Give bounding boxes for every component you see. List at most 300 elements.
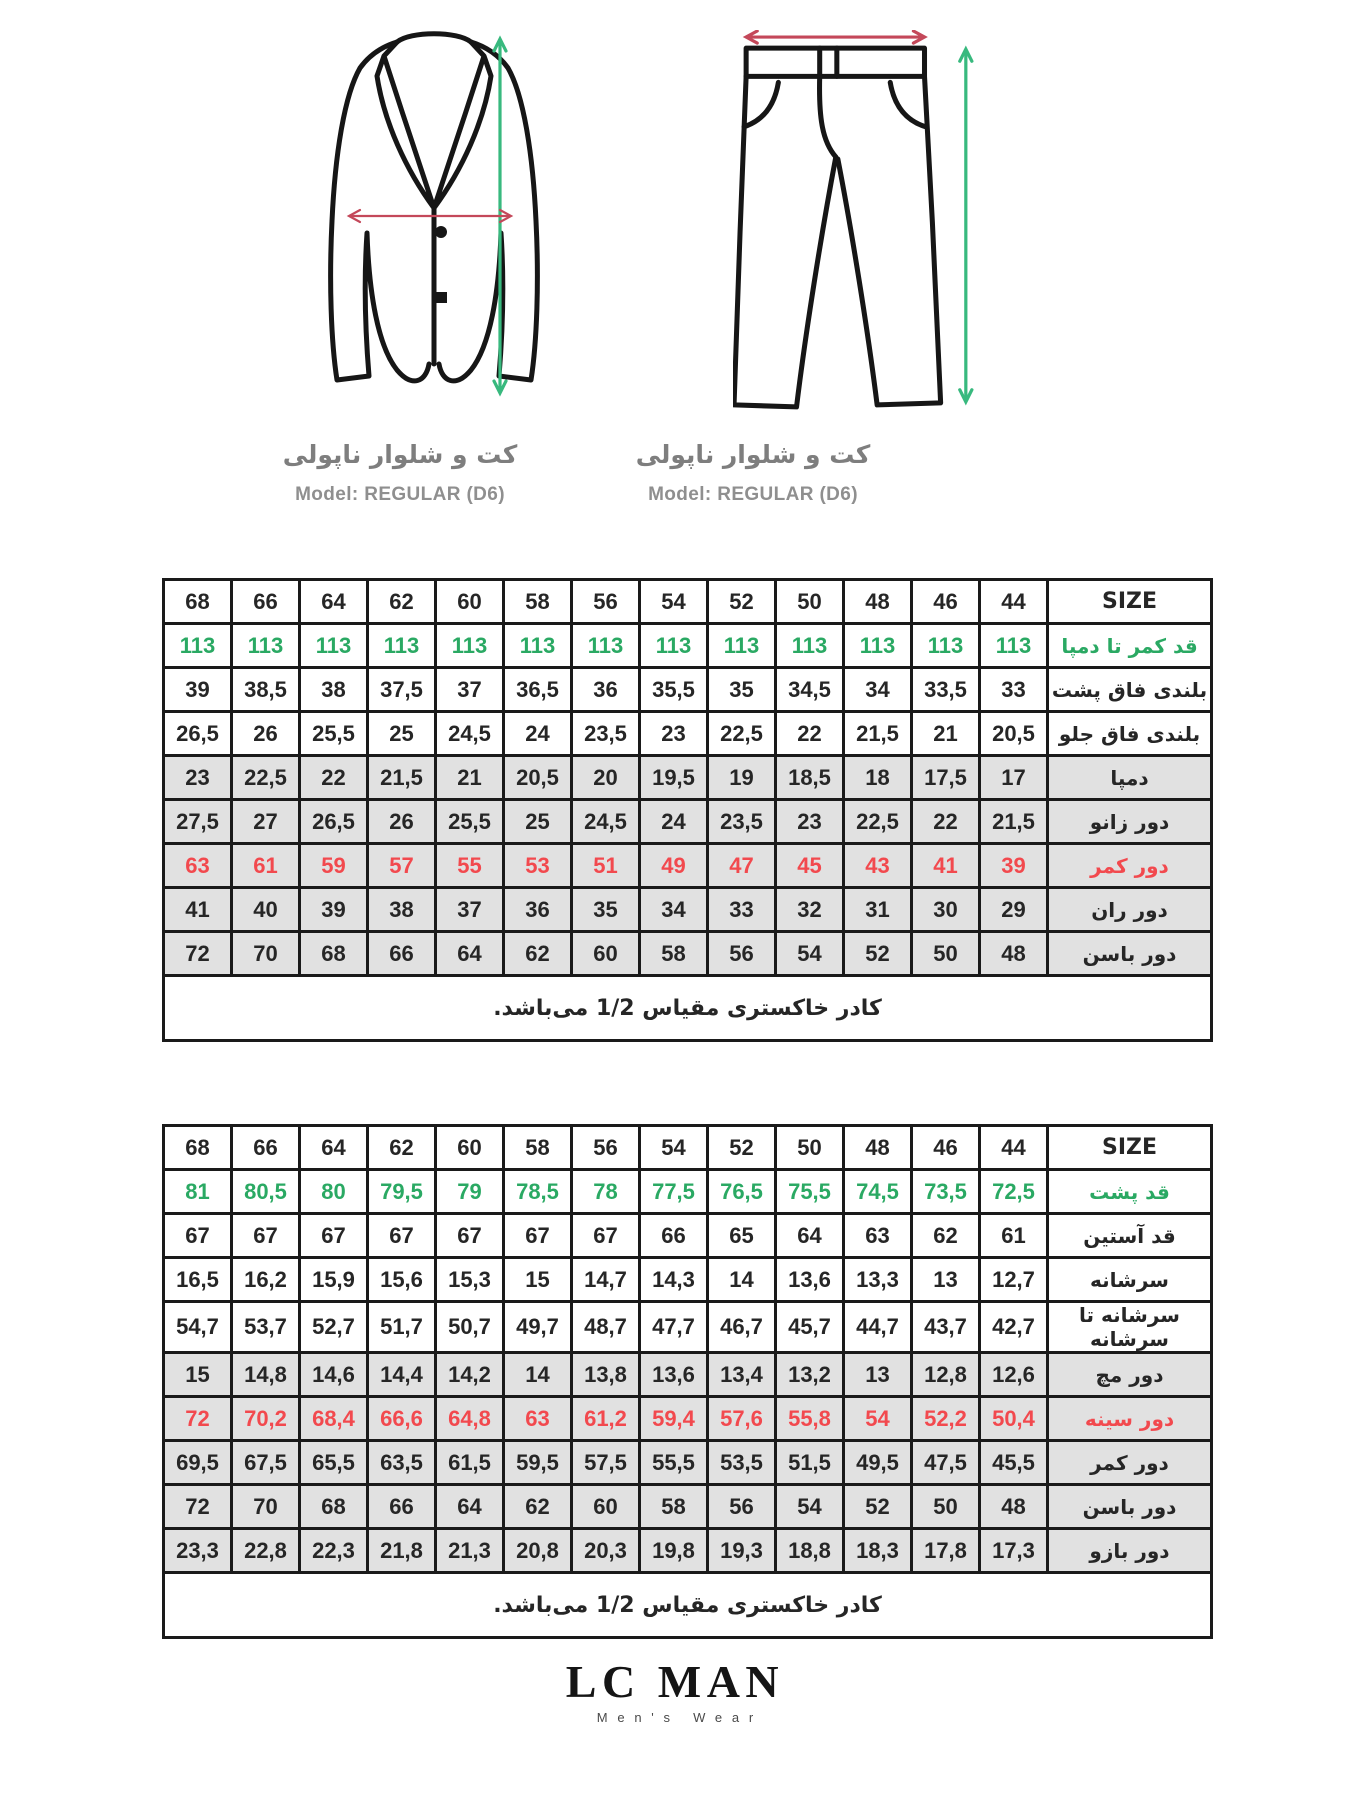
value-cell: 67 (232, 1214, 300, 1258)
value-cell: 53 (504, 844, 572, 888)
value-cell: 33,5 (912, 668, 980, 712)
size-header-cell: 66 (232, 1126, 300, 1170)
value-cell: 13,6 (640, 1353, 708, 1397)
size-header-cell: 50 (776, 580, 844, 624)
value-cell: 25 (504, 800, 572, 844)
value-cell: 50 (912, 1485, 980, 1529)
value-cell: 34 (640, 888, 708, 932)
measurement-row (164, 624, 1212, 668)
value-cell: 63 (504, 1397, 572, 1441)
value-cell: 35 (572, 888, 640, 932)
value-cell: 80 (300, 1170, 368, 1214)
jacket-outline (331, 34, 538, 381)
value-cell: 22 (776, 712, 844, 756)
value-cell: 67 (504, 1214, 572, 1258)
value-cell: 19,3 (708, 1529, 776, 1573)
value-cell: 37,5 (368, 668, 436, 712)
row-label: دور کمر (1048, 1441, 1212, 1485)
value-cell: 18 (844, 756, 912, 800)
value-cell: 49 (640, 844, 708, 888)
value-cell: 57,6 (708, 1397, 776, 1441)
value-cell: 63 (844, 1214, 912, 1258)
value-cell: 38 (300, 668, 368, 712)
value-cell: 66,6 (368, 1397, 436, 1441)
value-cell: 53,5 (708, 1441, 776, 1485)
measurement-row (164, 1214, 1212, 1258)
measurement-row (164, 800, 1212, 844)
value-cell: 81 (164, 1170, 232, 1214)
value-cell: 23 (776, 800, 844, 844)
value-cell: 78 (572, 1170, 640, 1214)
brand-title: LC MAN (565, 1656, 785, 1707)
value-cell: 64,8 (436, 1397, 504, 1441)
value-cell: 14,4 (368, 1353, 436, 1397)
value-cell: 32 (776, 888, 844, 932)
value-cell: 52 (844, 932, 912, 976)
value-cell: 14 (708, 1258, 776, 1302)
value-cell: 15 (164, 1353, 232, 1397)
size-header-cell: 58 (504, 580, 572, 624)
value-cell: 22 (912, 800, 980, 844)
value-cell: 22,5 (708, 712, 776, 756)
value-cell: 49,7 (504, 1302, 572, 1353)
value-cell: 17 (980, 756, 1048, 800)
value-cell: 67,5 (232, 1441, 300, 1485)
value-cell: 64 (436, 1485, 504, 1529)
value-cell: 67 (368, 1214, 436, 1258)
value-cell: 12,6 (980, 1353, 1048, 1397)
value-cell: 29 (980, 888, 1048, 932)
value-cell: 64 (776, 1214, 844, 1258)
pants-size-table (162, 578, 1213, 1042)
size-header-row (164, 580, 1212, 624)
value-cell: 113 (572, 624, 640, 668)
value-cell: 51,7 (368, 1302, 436, 1353)
value-cell: 15,3 (436, 1258, 504, 1302)
size-header-cell: 54 (640, 580, 708, 624)
value-cell: 24,5 (436, 712, 504, 756)
value-cell: 68 (300, 1485, 368, 1529)
value-cell: 30 (912, 888, 980, 932)
pants-caption: کت و شلوار ناپولی (635, 440, 871, 469)
value-cell: 21,5 (980, 800, 1048, 844)
pants-size-table-container (162, 578, 1213, 1042)
value-cell: 59,5 (504, 1441, 572, 1485)
value-cell: 65 (708, 1214, 776, 1258)
value-cell: 72 (164, 1485, 232, 1529)
value-cell: 62 (504, 932, 572, 976)
brand-subtitle: Men's Wear (596, 1710, 763, 1725)
row-label: دور باسن (1048, 932, 1212, 976)
value-cell: 113 (300, 624, 368, 668)
size-header-cell: 64 (300, 580, 368, 624)
value-cell: 13,3 (844, 1258, 912, 1302)
size-label-cell: SIZE (1048, 1126, 1212, 1170)
value-cell: 26 (232, 712, 300, 756)
pants-model-label: Model: REGULAR (D6) (648, 484, 858, 505)
value-cell: 70,2 (232, 1397, 300, 1441)
size-header-cell: 68 (164, 1126, 232, 1170)
pants-waist-arrow (746, 31, 924, 43)
value-cell: 67 (164, 1214, 232, 1258)
value-cell: 36,5 (504, 668, 572, 712)
value-cell: 20,3 (572, 1529, 640, 1573)
value-cell: 23,5 (572, 712, 640, 756)
value-cell: 60 (572, 932, 640, 976)
size-header-cell: 60 (436, 1126, 504, 1170)
value-cell: 12,8 (912, 1353, 980, 1397)
value-cell: 14,8 (232, 1353, 300, 1397)
jacket-size-table (162, 1124, 1213, 1639)
value-cell: 19,5 (640, 756, 708, 800)
value-cell: 16,2 (232, 1258, 300, 1302)
value-cell: 24,5 (572, 800, 640, 844)
measurement-row (164, 844, 1212, 888)
value-cell: 53,7 (232, 1302, 300, 1353)
value-cell: 52,7 (300, 1302, 368, 1353)
value-cell: 37 (436, 888, 504, 932)
value-cell: 13,4 (708, 1353, 776, 1397)
row-label: قد آستین (1048, 1214, 1212, 1258)
row-label: دور باسن (1048, 1485, 1212, 1529)
value-cell: 43,7 (912, 1302, 980, 1353)
measurement-row (164, 712, 1212, 756)
value-cell: 59 (300, 844, 368, 888)
row-label: سرشانه تا سرشانه (1048, 1302, 1212, 1353)
size-header-cell: 52 (708, 580, 776, 624)
value-cell: 113 (368, 624, 436, 668)
value-cell: 20,5 (504, 756, 572, 800)
value-cell: 20,8 (504, 1529, 572, 1573)
jacket-caption: کت و شلوار ناپولی (282, 440, 518, 469)
value-cell: 17,8 (912, 1529, 980, 1573)
value-cell: 41 (912, 844, 980, 888)
value-cell: 43 (844, 844, 912, 888)
size-header-cell: 44 (980, 1126, 1048, 1170)
row-label: قد پشت (1048, 1170, 1212, 1214)
value-cell: 68 (300, 932, 368, 976)
value-cell: 72 (164, 932, 232, 976)
size-header-cell: 64 (300, 1126, 368, 1170)
value-cell: 15 (504, 1258, 572, 1302)
measurement-row (164, 1397, 1212, 1441)
value-cell: 18,8 (776, 1529, 844, 1573)
value-cell: 18,5 (776, 756, 844, 800)
value-cell: 65,5 (300, 1441, 368, 1485)
value-cell: 113 (776, 624, 844, 668)
measurement-row (164, 1441, 1212, 1485)
value-cell: 34,5 (776, 668, 844, 712)
value-cell: 27 (232, 800, 300, 844)
value-cell: 48,7 (572, 1302, 640, 1353)
row-label: دور کمر (1048, 844, 1212, 888)
size-header-cell: 46 (912, 1126, 980, 1170)
value-cell: 66 (368, 1485, 436, 1529)
row-label: دمپا (1048, 756, 1212, 800)
size-header-cell: 62 (368, 580, 436, 624)
row-label: قد کمر تا دمپا (1048, 624, 1212, 668)
value-cell: 27,5 (164, 800, 232, 844)
value-cell: 54 (844, 1397, 912, 1441)
jacket-button-top (435, 226, 447, 238)
value-cell: 50,4 (980, 1397, 1048, 1441)
value-cell: 35 (708, 668, 776, 712)
row-label: دور ران (1048, 888, 1212, 932)
brand-logo (0, 1655, 1350, 1725)
value-cell: 113 (164, 624, 232, 668)
value-cell: 25 (368, 712, 436, 756)
value-cell: 113 (912, 624, 980, 668)
value-cell: 39 (300, 888, 368, 932)
value-cell: 66 (368, 932, 436, 976)
value-cell: 67 (300, 1214, 368, 1258)
value-cell: 36 (504, 888, 572, 932)
value-cell: 14,6 (300, 1353, 368, 1397)
value-cell: 13 (912, 1258, 980, 1302)
table-footer-row (164, 976, 1212, 1041)
value-cell: 22 (300, 756, 368, 800)
size-header-cell: 68 (164, 580, 232, 624)
value-cell: 20,5 (980, 712, 1048, 756)
value-cell: 24 (504, 712, 572, 756)
value-cell: 22,3 (300, 1529, 368, 1573)
size-header-cell: 60 (436, 580, 504, 624)
value-cell: 17,3 (980, 1529, 1048, 1573)
value-cell: 59,4 (640, 1397, 708, 1441)
row-label: دور مچ (1048, 1353, 1212, 1397)
value-cell: 23,3 (164, 1529, 232, 1573)
value-cell: 47,5 (912, 1441, 980, 1485)
value-cell: 113 (232, 624, 300, 668)
value-cell: 76,5 (708, 1170, 776, 1214)
scale-note: کادر خاکستری مقیاس 1/2 می‌باشد. (164, 1573, 1212, 1638)
size-header-row (164, 1126, 1212, 1170)
value-cell: 21 (436, 756, 504, 800)
value-cell: 42,7 (980, 1302, 1048, 1353)
value-cell: 52,2 (912, 1397, 980, 1441)
value-cell: 26,5 (300, 800, 368, 844)
value-cell: 47 (708, 844, 776, 888)
value-cell: 21,5 (368, 756, 436, 800)
value-cell: 33 (708, 888, 776, 932)
value-cell: 113 (640, 624, 708, 668)
value-cell: 18,3 (844, 1529, 912, 1573)
value-cell: 15,9 (300, 1258, 368, 1302)
row-label: بلندی فاق پشت (1048, 668, 1212, 712)
measurement-row (164, 668, 1212, 712)
value-cell: 17,5 (912, 756, 980, 800)
value-cell: 72 (164, 1397, 232, 1441)
value-cell: 45,5 (980, 1441, 1048, 1485)
value-cell: 19 (708, 756, 776, 800)
value-cell: 113 (708, 624, 776, 668)
size-header-cell: 66 (232, 580, 300, 624)
value-cell: 16,5 (164, 1258, 232, 1302)
size-header-cell: 46 (912, 580, 980, 624)
value-cell: 24 (640, 800, 708, 844)
size-header-cell: 62 (368, 1126, 436, 1170)
value-cell: 62 (504, 1485, 572, 1529)
value-cell: 36 (572, 668, 640, 712)
value-cell: 80,5 (232, 1170, 300, 1214)
measurement-row (164, 1485, 1212, 1529)
value-cell: 13,6 (776, 1258, 844, 1302)
value-cell: 48 (980, 1485, 1048, 1529)
value-cell: 21,5 (844, 712, 912, 756)
value-cell: 40 (232, 888, 300, 932)
value-cell: 74,5 (844, 1170, 912, 1214)
size-header-cell: 50 (776, 1126, 844, 1170)
value-cell: 39 (980, 844, 1048, 888)
value-cell: 21,8 (368, 1529, 436, 1573)
value-cell: 33 (980, 668, 1048, 712)
jacket-model-label: Model: REGULAR (D6) (295, 484, 505, 505)
row-label: دور زانو (1048, 800, 1212, 844)
value-cell: 22,5 (844, 800, 912, 844)
value-cell: 61,2 (572, 1397, 640, 1441)
value-cell: 15,6 (368, 1258, 436, 1302)
value-cell: 38 (368, 888, 436, 932)
value-cell: 41 (164, 888, 232, 932)
value-cell: 113 (436, 624, 504, 668)
measurement-row (164, 1529, 1212, 1573)
value-cell: 50 (912, 932, 980, 976)
value-cell: 39 (164, 668, 232, 712)
value-cell: 38,5 (232, 668, 300, 712)
value-cell: 47,7 (640, 1302, 708, 1353)
size-header-cell: 44 (980, 580, 1048, 624)
measurement-row (164, 1258, 1212, 1302)
value-cell: 70 (232, 1485, 300, 1529)
scale-note: کادر خاکستری مقیاس 1/2 می‌باشد. (164, 976, 1212, 1041)
value-cell: 23 (640, 712, 708, 756)
value-cell: 58 (640, 932, 708, 976)
value-cell: 67 (436, 1214, 504, 1258)
value-cell: 12,7 (980, 1258, 1048, 1302)
value-cell: 23 (164, 756, 232, 800)
value-cell: 14,2 (436, 1353, 504, 1397)
value-cell: 54 (776, 1485, 844, 1529)
value-cell: 79,5 (368, 1170, 436, 1214)
value-cell: 72,5 (980, 1170, 1048, 1214)
row-label: دور بازو (1048, 1529, 1212, 1573)
value-cell: 61,5 (436, 1441, 504, 1485)
value-cell: 70 (232, 932, 300, 976)
value-cell: 14,7 (572, 1258, 640, 1302)
size-label-cell: SIZE (1048, 580, 1212, 624)
value-cell: 68,4 (300, 1397, 368, 1441)
value-cell: 63 (164, 844, 232, 888)
jacket-chest-arrow (349, 210, 511, 222)
pants-outline (734, 48, 941, 407)
value-cell: 62 (912, 1214, 980, 1258)
pants-drawing (733, 30, 985, 418)
table-footer-row (164, 1573, 1212, 1638)
value-cell: 66 (640, 1214, 708, 1258)
value-cell: 22,8 (232, 1529, 300, 1573)
value-cell: 13,2 (776, 1353, 844, 1397)
row-label: سرشانه (1048, 1258, 1212, 1302)
value-cell: 35,5 (640, 668, 708, 712)
value-cell: 25,5 (300, 712, 368, 756)
value-cell: 52 (844, 1485, 912, 1529)
value-cell: 63,5 (368, 1441, 436, 1485)
value-cell: 23,5 (708, 800, 776, 844)
jacket-size-table-container (162, 1124, 1213, 1639)
value-cell: 61 (232, 844, 300, 888)
value-cell: 31 (844, 888, 912, 932)
size-header-cell: 56 (572, 1126, 640, 1170)
value-cell: 69,5 (164, 1441, 232, 1485)
value-cell: 58 (640, 1485, 708, 1529)
value-cell: 78,5 (504, 1170, 572, 1214)
pants-length-arrow (960, 49, 972, 402)
jacket-button-bottom (436, 292, 447, 303)
value-cell: 55,8 (776, 1397, 844, 1441)
jacket-drawing (300, 26, 568, 418)
value-cell: 60 (572, 1485, 640, 1529)
value-cell: 113 (844, 624, 912, 668)
value-cell: 54 (776, 932, 844, 976)
value-cell: 22,5 (232, 756, 300, 800)
value-cell: 55 (436, 844, 504, 888)
size-header-cell: 56 (572, 580, 640, 624)
value-cell: 20 (572, 756, 640, 800)
value-cell: 79 (436, 1170, 504, 1214)
value-cell: 45,7 (776, 1302, 844, 1353)
value-cell: 21,3 (436, 1529, 504, 1573)
measurement-row (164, 932, 1212, 976)
value-cell: 48 (980, 932, 1048, 976)
value-cell: 19,8 (640, 1529, 708, 1573)
value-cell: 61 (980, 1214, 1048, 1258)
value-cell: 56 (708, 932, 776, 976)
value-cell: 64 (436, 932, 504, 976)
value-cell: 51 (572, 844, 640, 888)
value-cell: 34 (844, 668, 912, 712)
value-cell: 50,7 (436, 1302, 504, 1353)
value-cell: 49,5 (844, 1441, 912, 1485)
value-cell: 44,7 (844, 1302, 912, 1353)
value-cell: 57 (368, 844, 436, 888)
row-label: بلندی فاق جلو (1048, 712, 1212, 756)
value-cell: 13,8 (572, 1353, 640, 1397)
row-label: دور سینه (1048, 1397, 1212, 1441)
value-cell: 14,3 (640, 1258, 708, 1302)
value-cell: 14 (504, 1353, 572, 1397)
size-header-cell: 58 (504, 1126, 572, 1170)
value-cell: 57,5 (572, 1441, 640, 1485)
measurement-row (164, 1353, 1212, 1397)
value-cell: 73,5 (912, 1170, 980, 1214)
measurement-row (164, 1170, 1212, 1214)
size-header-cell: 48 (844, 580, 912, 624)
value-cell: 25,5 (436, 800, 504, 844)
value-cell: 46,7 (708, 1302, 776, 1353)
value-cell: 26 (368, 800, 436, 844)
measurement-row (164, 888, 1212, 932)
value-cell: 67 (572, 1214, 640, 1258)
value-cell: 77,5 (640, 1170, 708, 1214)
value-cell: 51,5 (776, 1441, 844, 1485)
value-cell: 37 (436, 668, 504, 712)
measurement-row (164, 1302, 1212, 1353)
measurement-row (164, 756, 1212, 800)
value-cell: 26,5 (164, 712, 232, 756)
value-cell: 55,5 (640, 1441, 708, 1485)
value-cell: 113 (504, 624, 572, 668)
value-cell: 113 (980, 624, 1048, 668)
